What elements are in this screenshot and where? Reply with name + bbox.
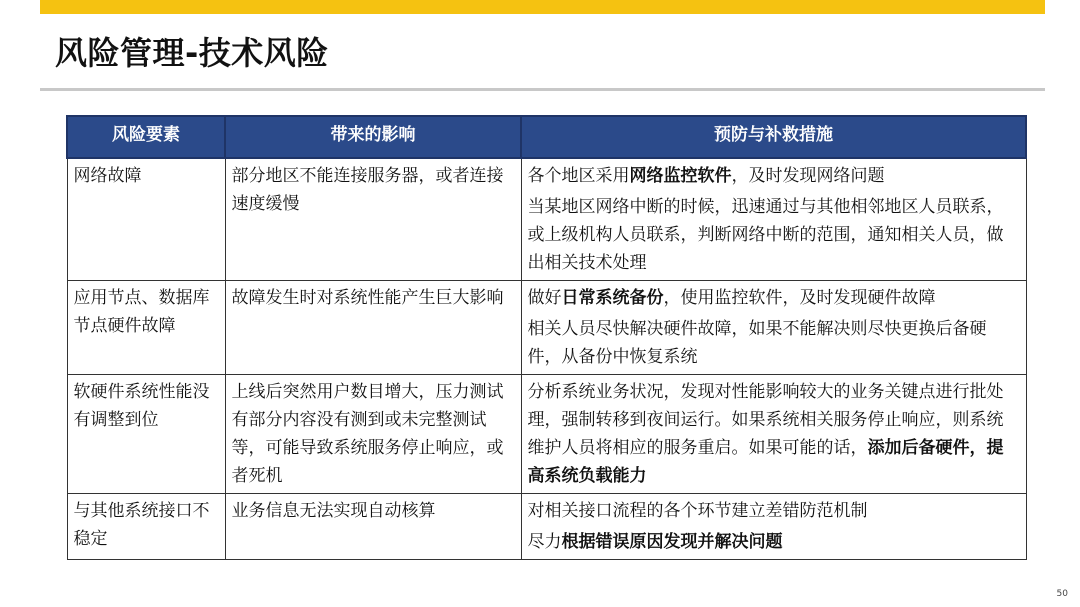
measure-line [528,162,1020,190]
cell-impact: 上线后突然用户数目增大，压力测试有部分内容没有测到或未完整测试等，可能导致系统服务停止响应，或者死机 [225,375,521,494]
measure-text: ，使用监控软件，及时发现硬件故障 [663,288,936,308]
measure-line [528,378,1020,490]
cell-impact: 业务信息无法实现自动核算 [225,494,521,560]
measure-line [528,193,1020,277]
cell-risk-factor: 网络故障 [67,158,225,281]
table-row [67,281,1026,375]
measure-emphasis: 添加后备硬件，提高系统负载能力 [527,438,1004,486]
measure-line [528,497,1020,525]
measure-emphasis: 网络监控软件 [629,166,732,186]
cell-measures [521,158,1026,281]
measure-text: 分析系统业务状况，发现对性能影响较大的业务关键点进行批处理，强制转移到夜间运行。如果系统相关服务停止响应，则系统维护人员将相应的服务重启。如果可能的话， [527,382,1004,458]
measure-emphasis: 根据错误原因发现并解决问题 [561,532,783,552]
measure-line [528,315,1020,371]
header-impact: 带来的影响 [225,116,521,158]
cell-risk-factor: 软硬件系统性能没有调整到位 [67,375,225,494]
measure-text: 当某地区网络中断的时候，迅速通过与其他相邻地区人员联系，或上级机构人员联系，判断网络中断的范围，通知相关人员，做出相关技术处理 [527,197,1004,273]
measure-line [528,284,1020,312]
measure-text: 尽力 [527,532,562,552]
cell-measures [521,281,1026,375]
cell-impact: 故障发生时对系统性能产生巨大影响 [225,281,521,375]
measure-text: 做好 [527,288,562,308]
header-measures: 预防与补救措施 [521,116,1026,158]
cell-impact: 部分地区不能连接服务器，或者连接速度缓慢 [225,158,521,281]
table-row [67,494,1026,560]
measure-text: 各个地区采用 [527,166,630,186]
page-number: 50 [1056,589,1068,599]
measure-emphasis: 日常系统备份 [561,288,664,308]
table-row [67,375,1026,494]
cell-measures [521,375,1026,494]
top-accent-bar [40,0,1045,14]
slide-title: 风险管理-技术风险 [55,34,329,72]
table-header-row [67,116,1026,158]
title-divider [40,88,1045,91]
risk-table [66,115,1027,560]
cell-measures [521,494,1026,560]
table-row [67,158,1026,281]
measure-text: 相关人员尽快解决硬件故障，如果不能解决则尽快更换后备硬件，从备份中恢复系统 [527,319,987,367]
header-risk-factor: 风险要素 [67,116,225,158]
cell-risk-factor: 与其他系统接口不稳定 [67,494,225,560]
measure-text: 对相关接口流程的各个环节建立差错防范机制 [527,501,868,521]
measure-text: ，及时发现网络问题 [731,166,885,186]
cell-risk-factor: 应用节点、数据库节点硬件故障 [67,281,225,375]
measure-line [528,528,1020,556]
